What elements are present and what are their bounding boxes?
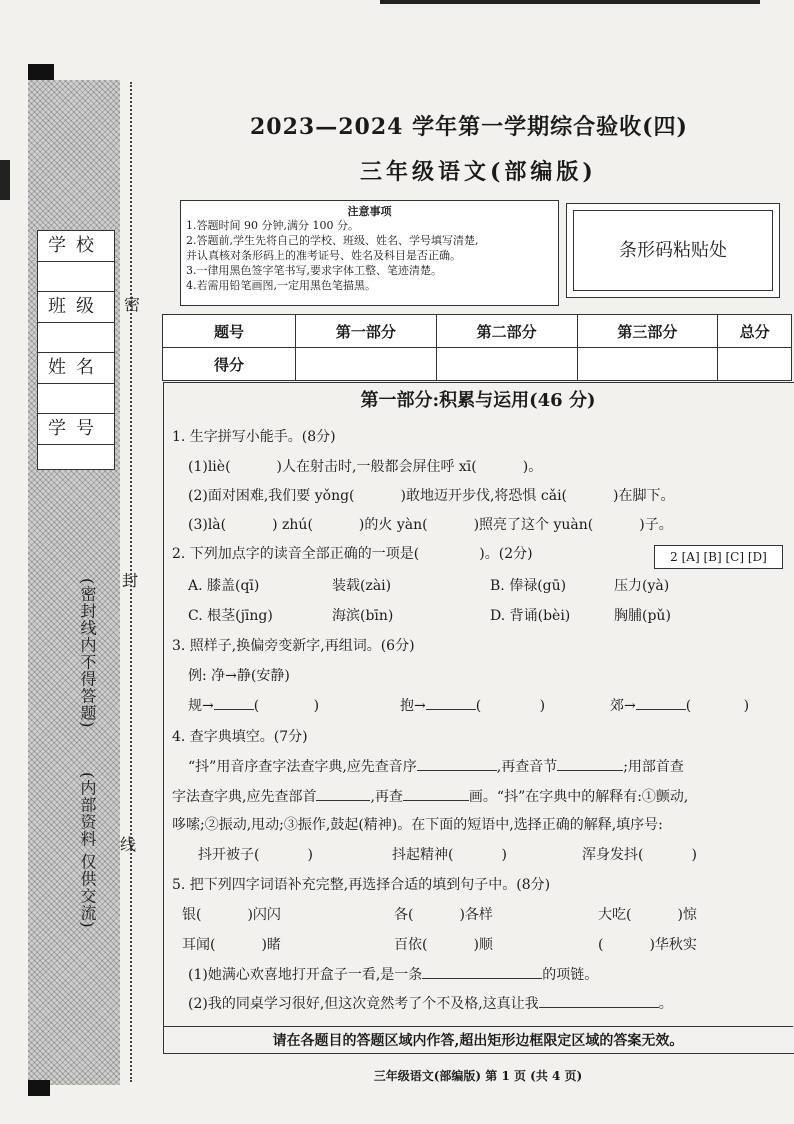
corner-marker-top <box>28 64 54 80</box>
q3-title: 3. 照样子,换偏旁变新字,再组词。(6分) <box>172 638 415 654</box>
q1-line2 <box>188 487 674 505</box>
q4-title: 4. 查字典填空。(7分) <box>172 729 308 745</box>
answer-blank[interactable] <box>557 770 623 771</box>
q4-text: ,再查音节 <box>496 759 558 775</box>
q4-phrase <box>198 846 313 864</box>
score-row-label: 得分 <box>163 348 296 381</box>
q1-text: (3)là( <box>188 517 227 533</box>
seal-char-mi: 密 <box>124 295 141 314</box>
q4-text: ) <box>307 847 313 863</box>
score-cell[interactable] <box>577 348 718 381</box>
q1-line3 <box>188 516 673 534</box>
q4-text: ,再查 <box>370 789 403 805</box>
q1-text: (2)面对困难,我们要 yǒng( <box>188 488 355 504</box>
page-number: 三年级语文(部编版) 第 1 页 (共 4 页) <box>373 1069 583 1083</box>
scan-edge-mark <box>0 160 10 200</box>
answer-blank[interactable] <box>214 709 254 710</box>
answer-blank[interactable] <box>422 978 542 979</box>
q5-text: 的项链。 <box>542 967 599 983</box>
q3-char: 郊→ <box>610 698 636 714</box>
q5-word <box>182 906 281 924</box>
q1-text: )敢地迈开步伐,将恐惧 cǎi( <box>400 488 568 504</box>
seal-note-1: (密封线内不得答题) <box>78 578 97 729</box>
number-field[interactable] <box>38 445 114 474</box>
number-label: 学号 <box>38 414 114 445</box>
q3-char: 抱→ <box>400 698 426 714</box>
q1-text: )在脚下。 <box>613 488 675 504</box>
notice-line: 4.若需用铅笔画图,一定用黑色笔描黑。 <box>186 279 376 292</box>
score-cell[interactable] <box>296 348 437 381</box>
corner-marker-bottom <box>28 1080 50 1096</box>
class-label: 班级 <box>38 292 114 323</box>
q4-text: ;用部首查 <box>623 759 684 775</box>
answer-area-warning: 请在各题目的答题区域内作答,超出矩形边框限定区域的答案无效。 <box>272 1033 684 1049</box>
q2-option: 装载(zài) <box>332 578 392 594</box>
q5-text: )各样 <box>459 907 493 923</box>
q5-word <box>598 906 697 924</box>
top-edge-bar <box>380 0 760 4</box>
q4-text: ) <box>691 847 697 863</box>
answer-blank[interactable] <box>539 1007 659 1008</box>
q4-text: 抖开被子( <box>198 847 260 863</box>
score-cell[interactable] <box>436 348 577 381</box>
q3-example: 例: 净→静(安静) <box>188 668 290 684</box>
name-field[interactable] <box>38 384 114 414</box>
answer-blank[interactable] <box>403 800 469 801</box>
q5-text: (1)她满心欢喜地打开盒子一看,是一条 <box>188 967 423 983</box>
q3-char: 规→ <box>188 698 214 714</box>
q1-text: )子。 <box>639 517 673 533</box>
q2-option: B. 俸禄(gū) <box>490 578 567 594</box>
seal-note-2: (内部资料 仅供交流) <box>78 772 97 929</box>
notice-title: 注意事项 <box>347 205 392 218</box>
q3-item: 抱→ ( ) <box>400 698 546 714</box>
q4-text: 抖起精神( <box>392 847 454 863</box>
footer-rule <box>163 1026 793 1027</box>
part1-heading: 第一部分:积累与运用(46 分) <box>360 390 596 411</box>
q4-phrase <box>392 846 507 864</box>
q2-option: C. 根茎(jīng) <box>188 608 273 624</box>
q2-text: )。(2分) <box>479 546 533 562</box>
notice-line: 1.答题时间 90 分钟,满分 100 分。 <box>186 219 359 232</box>
answer-blank[interactable] <box>417 770 497 771</box>
q2-option: D. 背诵(bèi) <box>490 608 571 624</box>
q5-text: ( <box>598 937 604 953</box>
answer-blank[interactable] <box>316 800 370 801</box>
q5-text: )惊 <box>677 907 697 923</box>
q3-item: 郊→ ( ) <box>610 698 750 714</box>
q5-text: 大吃( <box>598 907 632 923</box>
seal-char-feng: 封 <box>122 571 139 590</box>
q5-text: (2)我的同桌学习很好,但这次竟然考了个不及格,这真让我 <box>188 996 539 1012</box>
barcode-area: 条形码粘贴处 <box>566 203 780 298</box>
q5-text: )闪闪 <box>247 907 281 923</box>
notice-line: 2.答题前,学生先将自己的学校、班级、姓名、学号填写清楚, <box>186 234 479 247</box>
notice-line: 并认真核对条形码上的准考证号、姓名及科目是否正确。 <box>186 249 461 262</box>
q4-text: 浑身发抖( <box>582 847 644 863</box>
q4-line2 <box>172 788 688 806</box>
score-header: 题号 <box>163 315 296 348</box>
q4-phrase <box>582 846 697 864</box>
q5-text: 百依( <box>394 937 428 953</box>
q5-text: )睹 <box>261 937 281 953</box>
score-cell[interactable] <box>718 348 792 381</box>
q2-answer-card[interactable]: 2 [A] [B] [C] [D] <box>654 545 783 569</box>
school-label: 学校 <box>38 231 114 262</box>
notice-box <box>180 200 559 306</box>
q1-text: )。 <box>522 459 543 475</box>
seal-char-xian: 线 <box>120 835 137 854</box>
q1-text: )人在射击时,一般都会屏住呼 xī( <box>276 459 477 475</box>
q4-text: 画。“抖”在字典中的解释有:①颤动, <box>468 789 689 805</box>
q5-word <box>598 936 697 954</box>
q2-option: 海滨(bīn) <box>332 608 394 624</box>
q4-text: 字法查字典,应先查部首 <box>172 789 317 805</box>
answer-blank[interactable] <box>636 709 686 710</box>
exam-subtitle: 三年级语文(部编版) <box>360 159 597 185</box>
q1-text: )的火 yàn( <box>358 517 428 533</box>
q1-title: 1. 生字拼写小能手。(8分) <box>172 429 336 445</box>
q2-option: 压力(yà) <box>614 578 670 594</box>
q5-text: )华秋实 <box>649 937 697 953</box>
q3-item: 规→ ( ) <box>188 698 320 714</box>
q1-line1 <box>188 458 542 476</box>
q5-sentence <box>188 995 673 1013</box>
q5-word <box>394 936 493 954</box>
notice-line: 3.一律用黑色签字笔书写,要求字体工整、笔迹清楚。 <box>186 264 442 277</box>
q5-text: )顺 <box>473 937 493 953</box>
school-field[interactable] <box>38 262 114 292</box>
q1-text: ) zhú( <box>272 517 313 533</box>
q5-sentence <box>188 966 598 984</box>
score-header: 第二部分 <box>436 315 577 348</box>
q4-line1 <box>188 758 684 776</box>
score-header: 第一部分 <box>296 315 437 348</box>
score-header: 总分 <box>718 315 792 348</box>
q2-option: 胸脯(pǔ) <box>614 608 671 624</box>
q4-line3: 哆嗦;②振动,甩动;③振作,鼓起(精神)。在下面的短语中,选择正确的解释,填序号: <box>172 817 663 833</box>
q5-text: 各( <box>394 907 414 923</box>
answer-blank[interactable] <box>426 709 476 710</box>
q4-text: ) <box>501 847 507 863</box>
q2-text: 2. 下列加点字的读音全部正确的一项是( <box>172 546 420 562</box>
exam-title: 2023—2024 学年第一学期综合验收(四) <box>250 114 688 140</box>
q5-text: 。 <box>658 996 673 1012</box>
q4-text: “抖”用音序查字法查字典,应先查音序 <box>188 759 417 775</box>
q2-option: A. 膝盖(qī) <box>188 578 260 594</box>
name-label: 姓名 <box>38 353 114 384</box>
student-info-box <box>37 230 115 470</box>
q5-text: 耳闻( <box>182 937 216 953</box>
q2-title <box>172 545 533 563</box>
q5-title: 5. 把下列四字词语补充完整,再选择合适的填到句子中。(8分) <box>172 877 551 893</box>
score-table <box>162 314 792 381</box>
q5-word <box>182 936 281 954</box>
q1-text: )照亮了这个 yuàn( <box>473 517 594 533</box>
class-field[interactable] <box>38 323 114 353</box>
score-header: 第三部分 <box>577 315 718 348</box>
q5-word <box>394 906 493 924</box>
q5-text: 银( <box>182 907 202 923</box>
q1-text: (1)liè( <box>188 459 231 475</box>
